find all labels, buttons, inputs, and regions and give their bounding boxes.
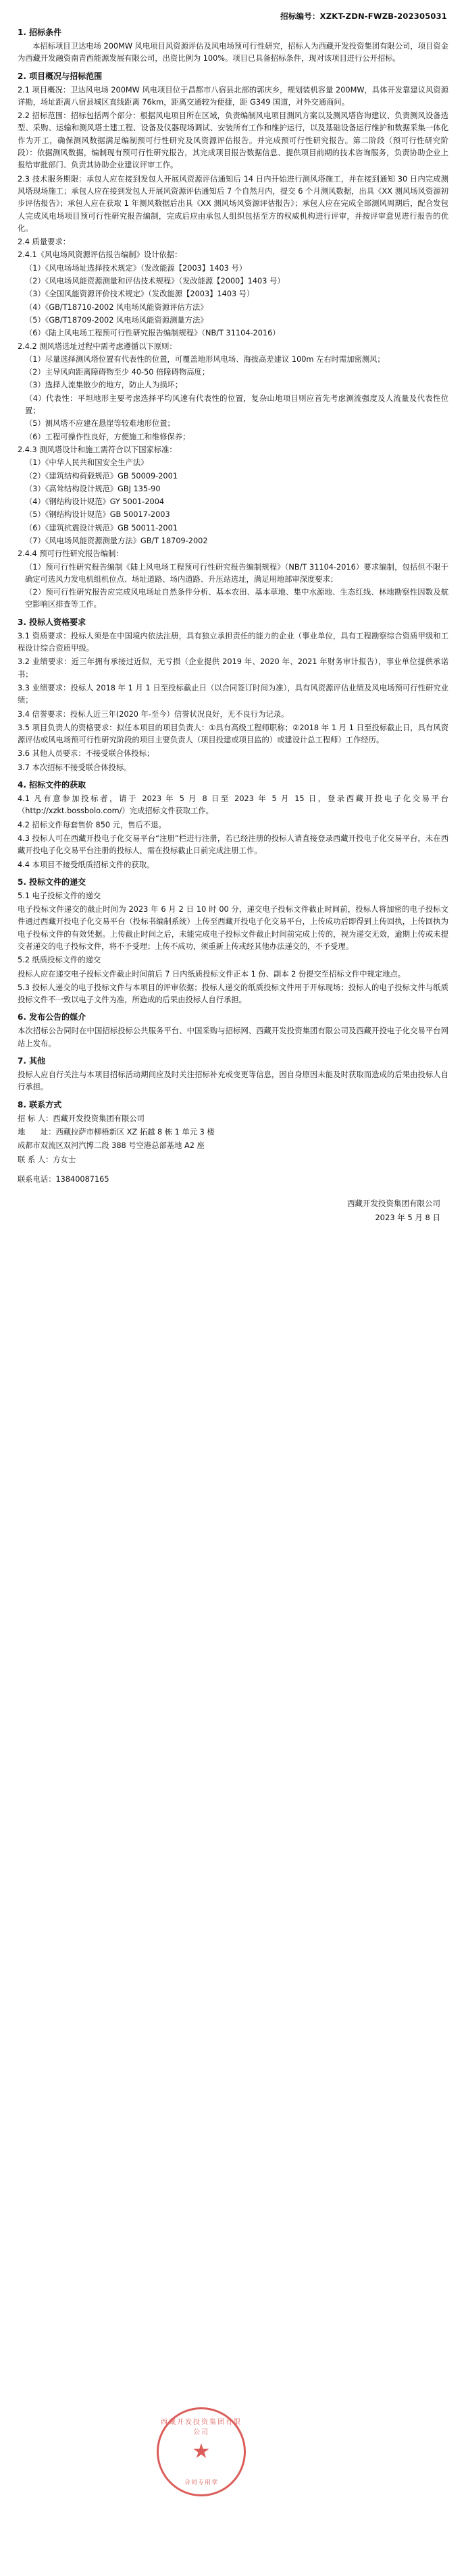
section-5-item-53: 5.3 投标人递交的电子投标文件与本项目的评审依据；投标人递交的纸质投标文件用于开标现场；投标人的电子投标文件与纸质投标文件不一致以电子文件为准，所造成的后果由投标人自行承担。 [18,983,448,1005]
section-5-item-52-body: 投标人应在递交电子投标文件截止时间前后 7 日内纸质投标文件正本 1 份、副本 2 份提交至招标文件中规定地点。 [18,969,406,979]
section-2-principle-3: （3）选择人流集散少的地方，防止人为损坏； [25,381,183,390]
section-2-principle-2: （2）主导风向距离障碍物至少 40-50 倍障碍物高度； [25,368,210,377]
section-5-item-51: 5.1 电子投标文件的递交 [18,891,101,900]
section-2-paragraph-3: 2.3 技术服务期限：承包人应在接到发包人开展风资源评估通知后 14 日内开始进行测风塔施工，并在接到通知 30 日内完成测风塔现场施工；承包人应在接到发包人开展风资源评估通知后 7 个自然月内，提交 6 个月测风数据，出具《XX 测风场风资源初步评估报告》；承包人应在获取 1 年测风数据后出具《XX 测风场风资源评估报告》；承包人应在完成全部测风周期后，配合发包人完成风电场项目预可行性研究报告编制，完成后应由承包人组织包括至方的权威机构进行评审，并按评审意见进行报告的优化。 [18,174,448,233]
section-2-standard-2: （2）《建筑结构荷载规范》GB 50009-2001 [25,471,178,481]
section-2-standard-6: （6）《建筑抗震设计规范》GB 50011-2001 [25,523,178,532]
signature-org: 西藏开发投资集团有限公司 [347,1199,440,1209]
signature-date: 2023 年 5 月 8 日 [375,1212,440,1222]
section-2-ref-2: （2）《风电场风能资源测量和评估技术规程》（发改能源【2000】1403 号） [25,277,285,286]
section-heading-4: 4. 招标文件的获取 [18,780,86,790]
section-heading-8: 8. 联系方式 [18,1099,62,1109]
section-2-ref-6: （6）《陆上风电场工程预可行性研究报告编制规程》（NB/T 31104-2016） [25,329,280,338]
section-heading-2: 2. 项目概况与招标范围 [18,71,103,81]
contact-organization: 招 标 人：西藏开发投资集团有限公司 [18,1114,145,1123]
section-2-standard-1: （1）《中华人民共和国安全生产法》 [25,458,149,468]
section-2-ref-1: （1）《风电场场址选择技术规定》（发改能源【2003】1403 号） [25,263,247,273]
tender-number: 招标编号：XZKT-ZDN-FWZB-202305031 [280,11,447,21]
section-heading-7: 7. 其他 [18,1056,46,1066]
contact-address-2: 成都市双流区双河汽博二段 388 号空港总部基地 A2 座 [18,1141,205,1151]
section-3-item-36: 3.6 其他人员要求：不接受联合体投标； [18,749,155,759]
section-4-item-42: 4.2 招标文件每套售价 850 元，售后不退。 [18,820,166,829]
section-3-item-35: 3.5 项目负责人的资格要求：拟任本项目的项目负责人：①具有高级工程师职称；②2018 年 1 月 1 日至投标截止日，具有风资源评估或风电场预可行性研究阶段的项目主要负责人（项目投建或项目监的）或建设计总工程师）工作经历。 [18,723,448,745]
section-2-standard-5: （5）《钢结构设计规范》GB 50017-2003 [25,510,170,520]
section-6-paragraph-1: 本次招标公告同时在中国招标投标公共服务平台、中国采购与招标网、西藏开发投资集团有限公司及西藏开投电子化交易平台网站上发布。 [18,1026,448,1048]
contact-phone: 联系电话：13840087165 [18,1174,109,1184]
section-2-standard-3: （3）《高耸结构设计规范》GBJ 135-90 [25,484,161,493]
section-4-item-43: 4.3 投标人可在西藏开投电子化交易平台“注册”栏进行注册，若已经注册的投标人请直接登录西藏开投电子化交易平台，未在西藏开投电子化交易平台注册的投标人，需在投标截止日前完成注册工作。 [18,833,448,856]
section-4-item-44: 4.4 本项目不接受纸质招标文件的获取。 [18,860,155,869]
section-2-item-243: 2.4.3 测风塔设计和施工需符合以下国家标准： [18,445,177,454]
contact-address: 地 址：西藏拉萨市柳梧新区 XZ 拓越 8 栋 1 单元 3 楼 [18,1127,215,1136]
section-2-item-241: 2.4.1《风电场风资源评估报告编制》设计依据： [18,250,182,260]
section-3-item-33: 3.3 业绩要求：投标人 2018 年 1 月 1 日至投标截止日（以合同签订时间为准），具有风资源评估业绩及风电场预可行性研究业绩； [18,683,448,705]
company-seal-stamp [157,2407,246,2496]
section-2-principle-4: （4）代表性：平坦地形主要考虑选择平均风速有代表性的位置，复杂山地项目则应首先考虑测流强度及人流量及代表性位置； [25,393,448,416]
section-2-prefeasibility-1: （1）预可行性研究报告编制《陆上风电场工程预可行性研究报告编制规程》（NB/T 31104-2016）要求编制，包括但不限于确定可选风力发电机组机位点、场址道路、场内道路、升压站选址，满足用地部审深度要求； [25,562,448,584]
section-2-item-24: 2.4 质量要求： [18,238,71,247]
contact-person: 联 系 人：方女士 [18,1155,76,1164]
seal-top-text: 西藏开发投资集团有限公司 [161,2419,242,2436]
section-2-ref-5: （5）《GB/T18709-2002 风电场风能资源测量方法》 [25,315,208,325]
section-2-ref-3: （3）《全国风能资源评价技术规定》（发改能源【2003】1403 号） [25,290,255,299]
section-5-item-52: 5.2 纸质投标文件的递交 [18,956,101,965]
section-heading-5: 5. 投标文件的递交 [18,877,86,887]
section-2-standard-4: （4）《钢结构设计规范》GY 5001-2004 [25,497,165,507]
section-3-item-37: 3.7 本次招标不接受联合体投标。 [18,763,132,772]
section-heading-3: 3. 投标人资格要求 [18,617,86,627]
seal-bottom-text: 合同专用章 [184,2479,218,2486]
section-3-item-34: 3.4 信誉要求：投标人近三年(2020 年-至今）信誉状况良好，无不良行为记录。 [18,709,289,719]
section-2-principle-1: （1）尽量选择测风塔位置有代表性的位置，可覆盖地形风电场、海拔高差建议 100m 左右时需加密测风； [25,354,385,364]
section-2-standard-7: （7）《风电场风能资源测量方法》GB/T 18709-2002 [25,536,208,545]
section-1-paragraph-1: 本招标项目卫达电场 200MW 风电项目风资源评估及风电场预可行性研究，招标人为西藏开发投资集团有限公司，项目资金为西藏开发融资南青西能源发展有限公司，出资比例为 100%。项目已具备招标条件，现对该项目进行公开招标。 [18,42,448,63]
section-3-item-32: 3.2 业绩要求：近三年拥有承接过近似，无亏损（企业提供 2019 年、2020 年、2021 年财务审计报告），事业单位提供承诺书； [18,657,448,679]
section-2-principle-5: （5）测风塔不应建在悬崖等较难地形位置； [25,419,175,429]
section-5-item-51-body: 电子投标文件递交的截止时间为 2023 年 6 月 2 日 10 时 00 分，递交电子投标文件截止时间前，投标人将加密的电子投标文件通过西藏开投电子化交易平台（投标书编制系统）上传至西藏开投电子化交易平台，上传成功后即得到上传回执，上传回执为电子投标文件的有效凭据。上传截止时间之后，未能完成电子投标文件截止时间前完成上传的，视为递交无效，逾期上传或未提交者递交的电子投标文件，将不予受理；上传不成功，须重新上传或经其他办法递交的，不予受理。 [18,905,448,951]
section-2-item-242: 2.4.2 测风塔选址过程中需考虑遵循以下原则： [18,341,177,351]
section-2-paragraph-1: 2.1 项目概况：卫达风电场 200MW 风电项目位于昌都市八宿县北部的郭庆乡，规划装机容量 200MW，具体开发靠建议风资源详勘，场址距离八宿县城区直线距离 76km，距离交通较为便捷，距 G349 国道，对外交通商问。 [18,85,448,107]
section-2-principle-6: （6）工程可操作性良好，方便施工和维修保养； [25,432,190,441]
section-2-prefeasibility-2: （2）预可行性研究报告应完成风电场址自然条件分析、基本农田、基本草地、集中水源地、生态红线、林地勘察性因数及航空影响区排查等工作。 [25,588,448,609]
section-4-item-41: 4.1 凡有意参加投标者，请于 2023 年 5 月 8 日至 2023 年 5 月 15 日，登录西藏开投电子化交易平台（http://xzkt.bossbolo.com/）完成招标文件获取工作。 [18,794,448,816]
section-7-paragraph-1: 投标人应自行关注与本项目招标活动期间应及时关注招标补充或变更等信息，因自身原因未能及时获取而造成的后果由投标人自行承担。 [18,1070,448,1092]
signature-block [18,1197,448,1224]
section-2-paragraph-2: 2.2 招标范围：招标包括两个部分：根据风电项目所在区域，负责编制风电项目测风方案以及测风塔咨询建议、负责测风设备选型、采购、运输和测风塔土建工程、设备及仪器现场调试、安装所有工作和维护运行，以及基础设备运行维护和数据采集一体化作为开工，确保测风数据满足编制预可行性研究及风资源评估报告。并完成预可行性研究报告。第二阶段（预可行性研究阶段）：依据测风数据，编制现有预可行性研究报告，其完成项目报告数据信息、提供项目前期的技术咨询服务，负责协助企业上报给审批部门、负责其协助企业建议评审工作。 [18,111,448,170]
section-3-item-31: 3.1 资质要求：投标人须是在中国境内依法注册，具有独立承担责任的能力的企业（事业单位，具有工程勘察综合资质甲级和工程设计综合资质甲级。 [18,631,448,653]
section-heading-1: 1. 招标条件 [18,28,62,37]
section-heading-6: 6. 发布公告的媒介 [18,1012,86,1022]
section-2-item-244: 2.4.4 预可行性研究报告编制： [18,549,124,559]
star-icon: ★ [192,2440,211,2463]
section-2-ref-4: （4）《GB/T18710-2002 风电场风能资源评估方法》 [25,302,208,312]
